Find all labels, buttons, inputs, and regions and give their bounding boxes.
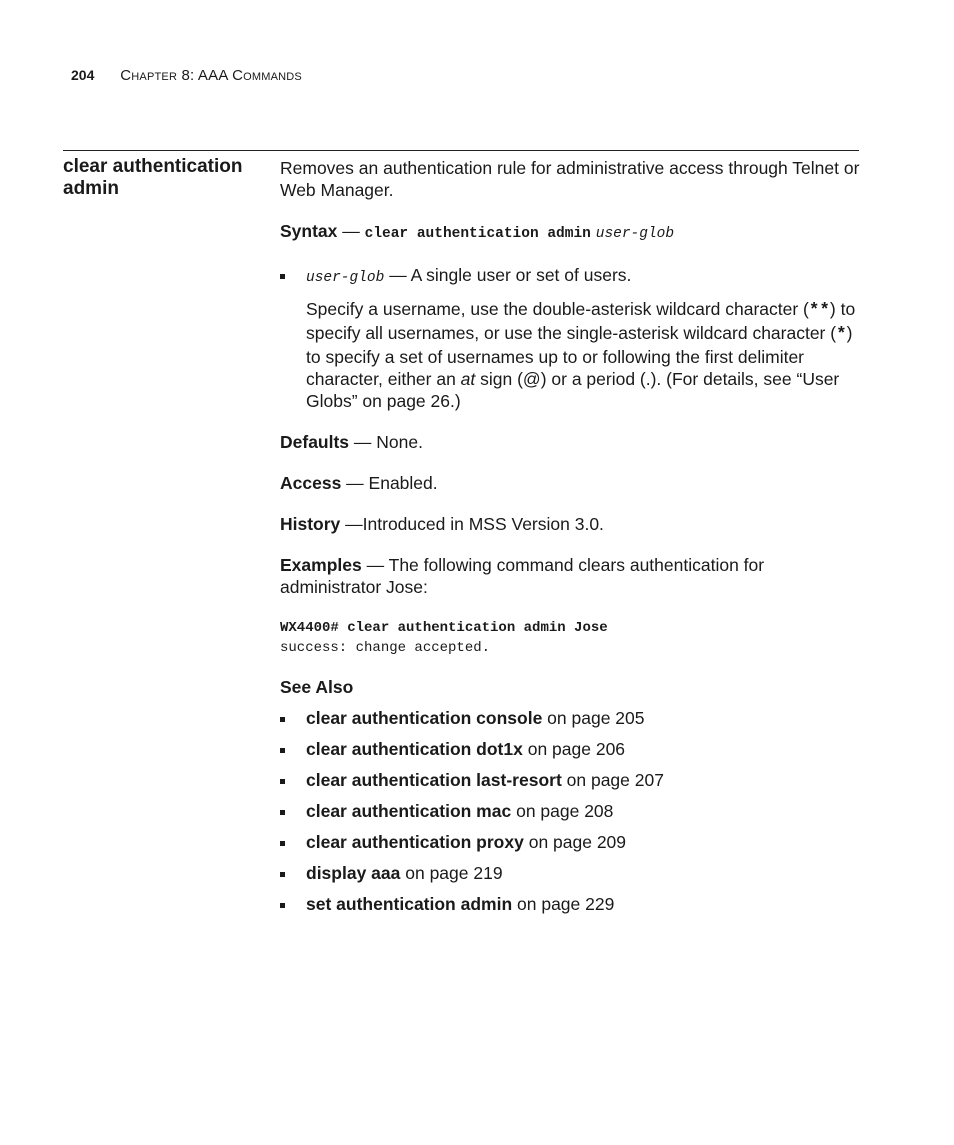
defaults-line — [280, 431, 860, 453]
see-also-item[interactable]: clear authentication proxy on page 209 — [280, 831, 860, 853]
see-also-list — [280, 707, 860, 915]
param-name: user-glob — [306, 270, 385, 286]
example-code — [280, 618, 860, 658]
command-body — [280, 157, 860, 924]
history-label: History — [280, 514, 341, 534]
see-also-item[interactable]: clear authentication dot1x on page 206 — [280, 738, 860, 760]
see-also-heading: See Also — [280, 677, 354, 697]
syntax-command: clear authentication admin — [364, 226, 591, 242]
param-summary: — A single user or set of users. — [384, 265, 632, 285]
command-title: clear authentication admin — [63, 156, 243, 199]
access-text: — Enabled. — [341, 473, 438, 493]
command-description: Removes an authentication rule for administrative access through Telnet or Web Manager. — [280, 158, 860, 200]
access-label: Access — [280, 473, 342, 493]
examples-label: Examples — [280, 555, 362, 575]
see-also-item[interactable]: clear authentication last-resort on page 207 — [280, 769, 860, 791]
page-header — [71, 67, 302, 84]
history-line — [280, 513, 860, 535]
see-also-item[interactable]: clear authentication mac on page 208 — [280, 800, 860, 822]
chapter-title: Chapter 8: AAA Commands — [120, 67, 302, 84]
access-line — [280, 472, 860, 494]
example-command: WX4400# clear authentication admin Jose — [280, 620, 608, 636]
page-number: 204 — [71, 67, 95, 83]
see-also-item[interactable]: clear authentication console on page 205 — [280, 707, 860, 729]
examples-text: — The following command clears authentication for administrator Jose: — [280, 555, 765, 597]
syntax-dash: — — [337, 221, 365, 241]
syntax-line — [280, 220, 860, 245]
defaults-text: — None. — [349, 432, 423, 452]
syntax-param: user-glob — [595, 226, 675, 242]
param-detail: Specify a username, use the double-asterisk wildcard character (**) to specify all usernames, or use the single-asterisk wildcard character (*) to specify a set of usernames up to or following the first delimiter character, either an at sign (@) or a period (.). (For details, see “User Globs” on page 26.) — [306, 299, 856, 411]
param-item — [280, 264, 860, 289]
see-also-item[interactable]: display aaa on page 219 — [280, 862, 860, 884]
examples-line — [280, 554, 860, 598]
defaults-label: Defaults — [280, 432, 350, 452]
see-also-item[interactable]: set authentication admin on page 229 — [280, 893, 860, 915]
syntax-label: Syntax — [280, 221, 338, 241]
history-text: —Introduced in MSS Version 3.0. — [340, 514, 604, 534]
section-divider — [63, 150, 859, 151]
example-output: success: change accepted. — [280, 640, 491, 656]
